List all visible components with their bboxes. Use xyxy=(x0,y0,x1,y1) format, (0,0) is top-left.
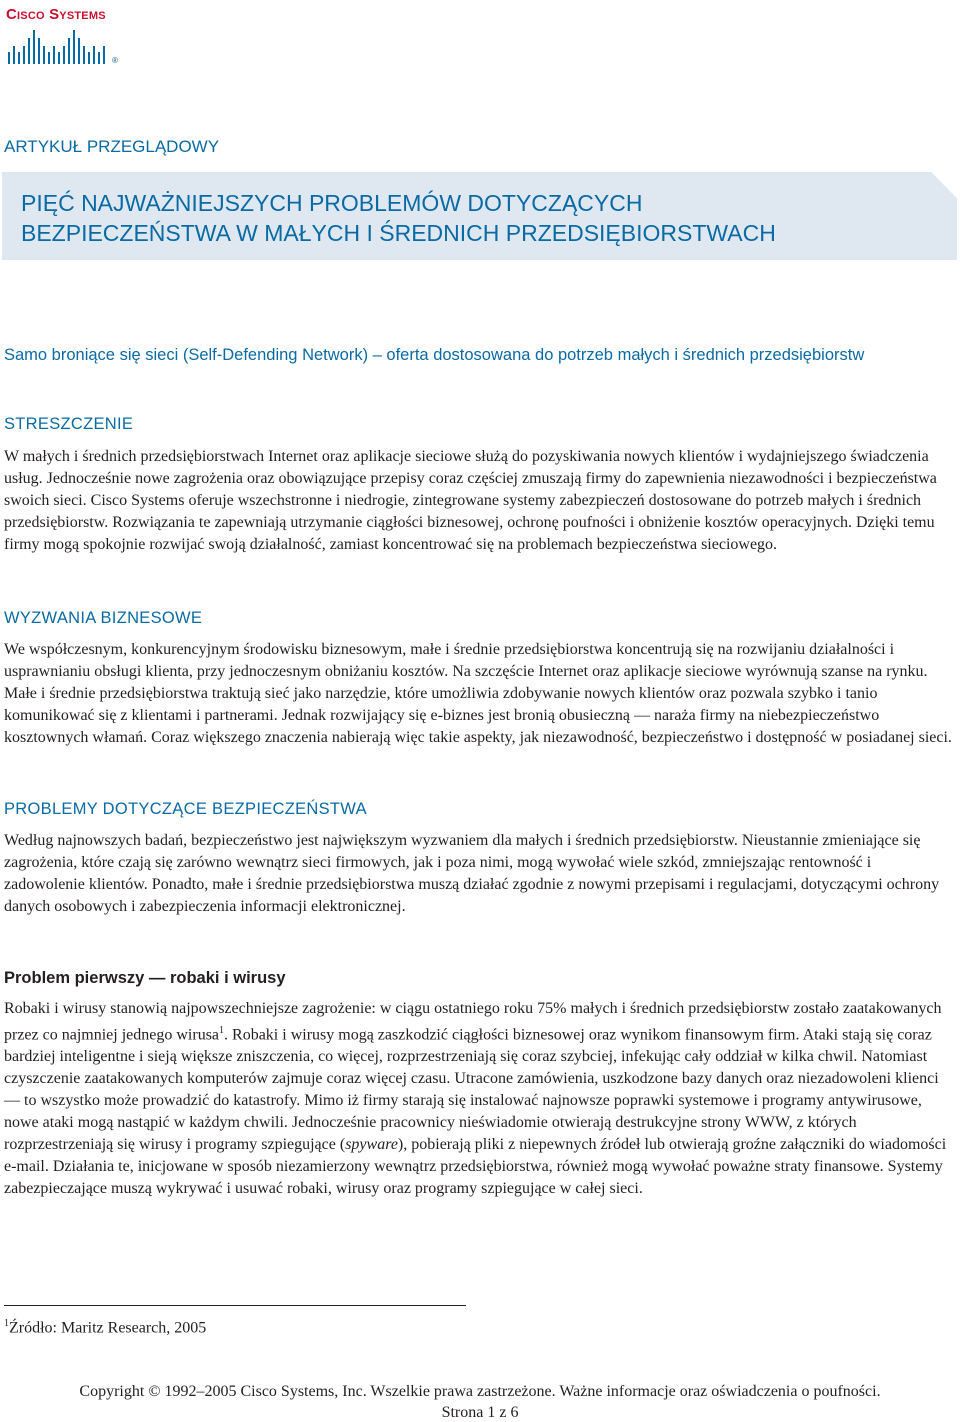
copyright: Copyright © 1992–2005 Cisco Systems, Inc. Wszelkie prawa zastrzeżone. Ważne informacje oraz oświadczenia o poufności. xyxy=(79,1383,881,1400)
section-heading-security: PROBLEMY DOTYCZĄCE BEZPIECZEŃSTWA xyxy=(4,800,367,818)
problem-1-text xyxy=(4,998,956,1200)
section-text-security: Według najnowszych badań, bezpieczeństwo jest największym wyzwaniem dla małych i średnich przedsiębiorstw. Nieustannie zmieniające się zagrożenia, które czają się zarówno wewnątrz sieci firmowych, jak i poza nimi, mogą wywołać wiele szkód, zmniejszając rentowność i zadowolenie klientów. Ponadto, małe i średnie przedsiębiorstwa muszą działać zgodnie z nowymi przepisami i regulacjami, dotyczącymi ochrony danych osobowych i zabezpieczenia informacji elektronicznej. xyxy=(4,832,940,915)
page-title xyxy=(21,188,776,248)
page-number: Strona 1 z 6 xyxy=(441,1404,519,1421)
italic-term: spyware xyxy=(345,1136,398,1154)
cisco-logo xyxy=(6,6,118,64)
problem-1-text-c: ), pobierają pliki z niepewnych źródeł lub otwierają groźne załączniki do wiadomości e-mail. Działania te, inicjowane w sposób niezamierzony wewnątrz przedsiębiorstwa, również mogą wywołać poważne straty finansowe. Systemy zabezpieczające muszą wykrywać i usuwać robaki, wirusy oraz programy szpiegujące w całej sieci. xyxy=(4,1136,947,1198)
footnote-text: Źródło: Maritz Research, 2005 xyxy=(9,1319,207,1337)
registered-mark: ® xyxy=(112,56,118,65)
section-text-summary: W małych i średnich przedsiębiorstwach Internet oraz aplikacje sieciowe służą do pozyskiwania nowych klientów i wydajniejszego świadczenia usług. Jednocześnie nowe zagrożenia oraz obowiązujące przepisy coraz częściej zmuszają firmy do zapewnienia niezawodności i bezpieczeństwa swoich sieci. Cisco Systems oferuje wszechstronne i niedrogie, zintegrowane systemy zabezpieczeń dostosowane do potrzeb małych i średnich przedsiębiorstw. Rozwiązania te zapewniają utrzymanie ciągłości biznesowej, ochronę poufności i obniżenie kosztów operacyjnych. Dzięki temu firmy mogą spokojnie rozwijać swoją działalność, zamiast koncentrować się na problemach bezpieczeństwa sieciowego. xyxy=(4,448,937,553)
document-type: ARTYKUŁ PRZEGLĄDOWY xyxy=(4,137,220,156)
problem-1-heading: Problem pierwszy — robaki i wirusy xyxy=(4,969,286,987)
footnote-divider xyxy=(4,1305,466,1306)
logo-wordmark: Cisco Systems xyxy=(6,6,106,23)
footnote-ref[interactable]: 1 xyxy=(219,1025,225,1036)
subtitle: Samo broniące się sieci (Self-Defending Network) – oferta dostosowana do potrzeb małych i średnich przedsiębiorstw xyxy=(4,346,865,364)
section-heading-summary: STRESZCZENIE xyxy=(4,415,134,433)
footnote-number: 1 xyxy=(4,1318,9,1329)
logo-bars-icon xyxy=(8,28,112,64)
problem-1-text-b: . Robaki i wirusy mogą zaszkodzić ciągłości biznesowej oraz wynikom finansowym firm. Ataki stają się coraz bardziej inteligentne i sieją większe zniszczenia, co więcej, rozprzestrzeniają się coraz szybciej, infekując cały oddział w kilka chwil. Natomiast czyszczenie zaatakowanych komputerów zajmuje coraz więcej czasu. Utracone zamówienia, uszkodzone bazy danych oraz niezadowoleni klienci — to wszystko może prowadzić do katastrofy. Mimo iż firmy starają się instalować najnowsze poprawki systemowe i programy antywirusowe, nowe ataki mogą nastąpić w każdym chwili. Jednocześnie pracownicy nieświadomie otwierają destrukcyjne strony WWW, z których rozprzestrzeniają się wirusy i programy szpiegujące ( xyxy=(4,1026,939,1154)
title-line-2: BEZPIECZEŃSTWA W MAŁYCH I ŚREDNICH PRZEDSIĘBIORSTWACH xyxy=(21,220,776,246)
footnote xyxy=(4,1318,206,1337)
problem-1-text-a: Robaki i wirusy stanowią najpowszechniejsze zagrożenie: w ciągu ostatniego roku 75% małych i średnich przedsiębiorstw zostało zaatakowanych przez co najmniej jednego wirusa xyxy=(4,1000,942,1044)
section-text-business: We współczesnym, konkurencyjnym środowisku biznesowym, małe i średnie przedsiębiorstwa koncentrują się na rozwijaniu działalności i usprawnianiu obsługi klienta, przy jednoczesnym obniżaniu kosztów. Na szczęście Internet oraz aplikacje sieciowe wyrównują szanse na rynku. Małe i średnie przedsiębiorstwa traktują sieć jako narzędzie, które umożliwia zdobywanie nowych klientów oraz pozwala szybko i tanio komunikować się z klientami i partnerami. Jednak rozwijający się e-biznes jest bronią obusieczną — naraża firmy na niebezpieczeństwo kosztownych włamań. Coraz większego znaczenia nabierają więc takie aspekty, jak niezawodność, bezpieczeństwo i dostępność w posiadanej sieci. xyxy=(4,641,952,746)
section-heading-business: WYZWANIA BIZNESOWE xyxy=(4,609,203,627)
title-line-1: PIĘĆ NAJWAŻNIEJSZYCH PROBLEMÓW DOTYCZĄCYCH xyxy=(21,190,643,216)
